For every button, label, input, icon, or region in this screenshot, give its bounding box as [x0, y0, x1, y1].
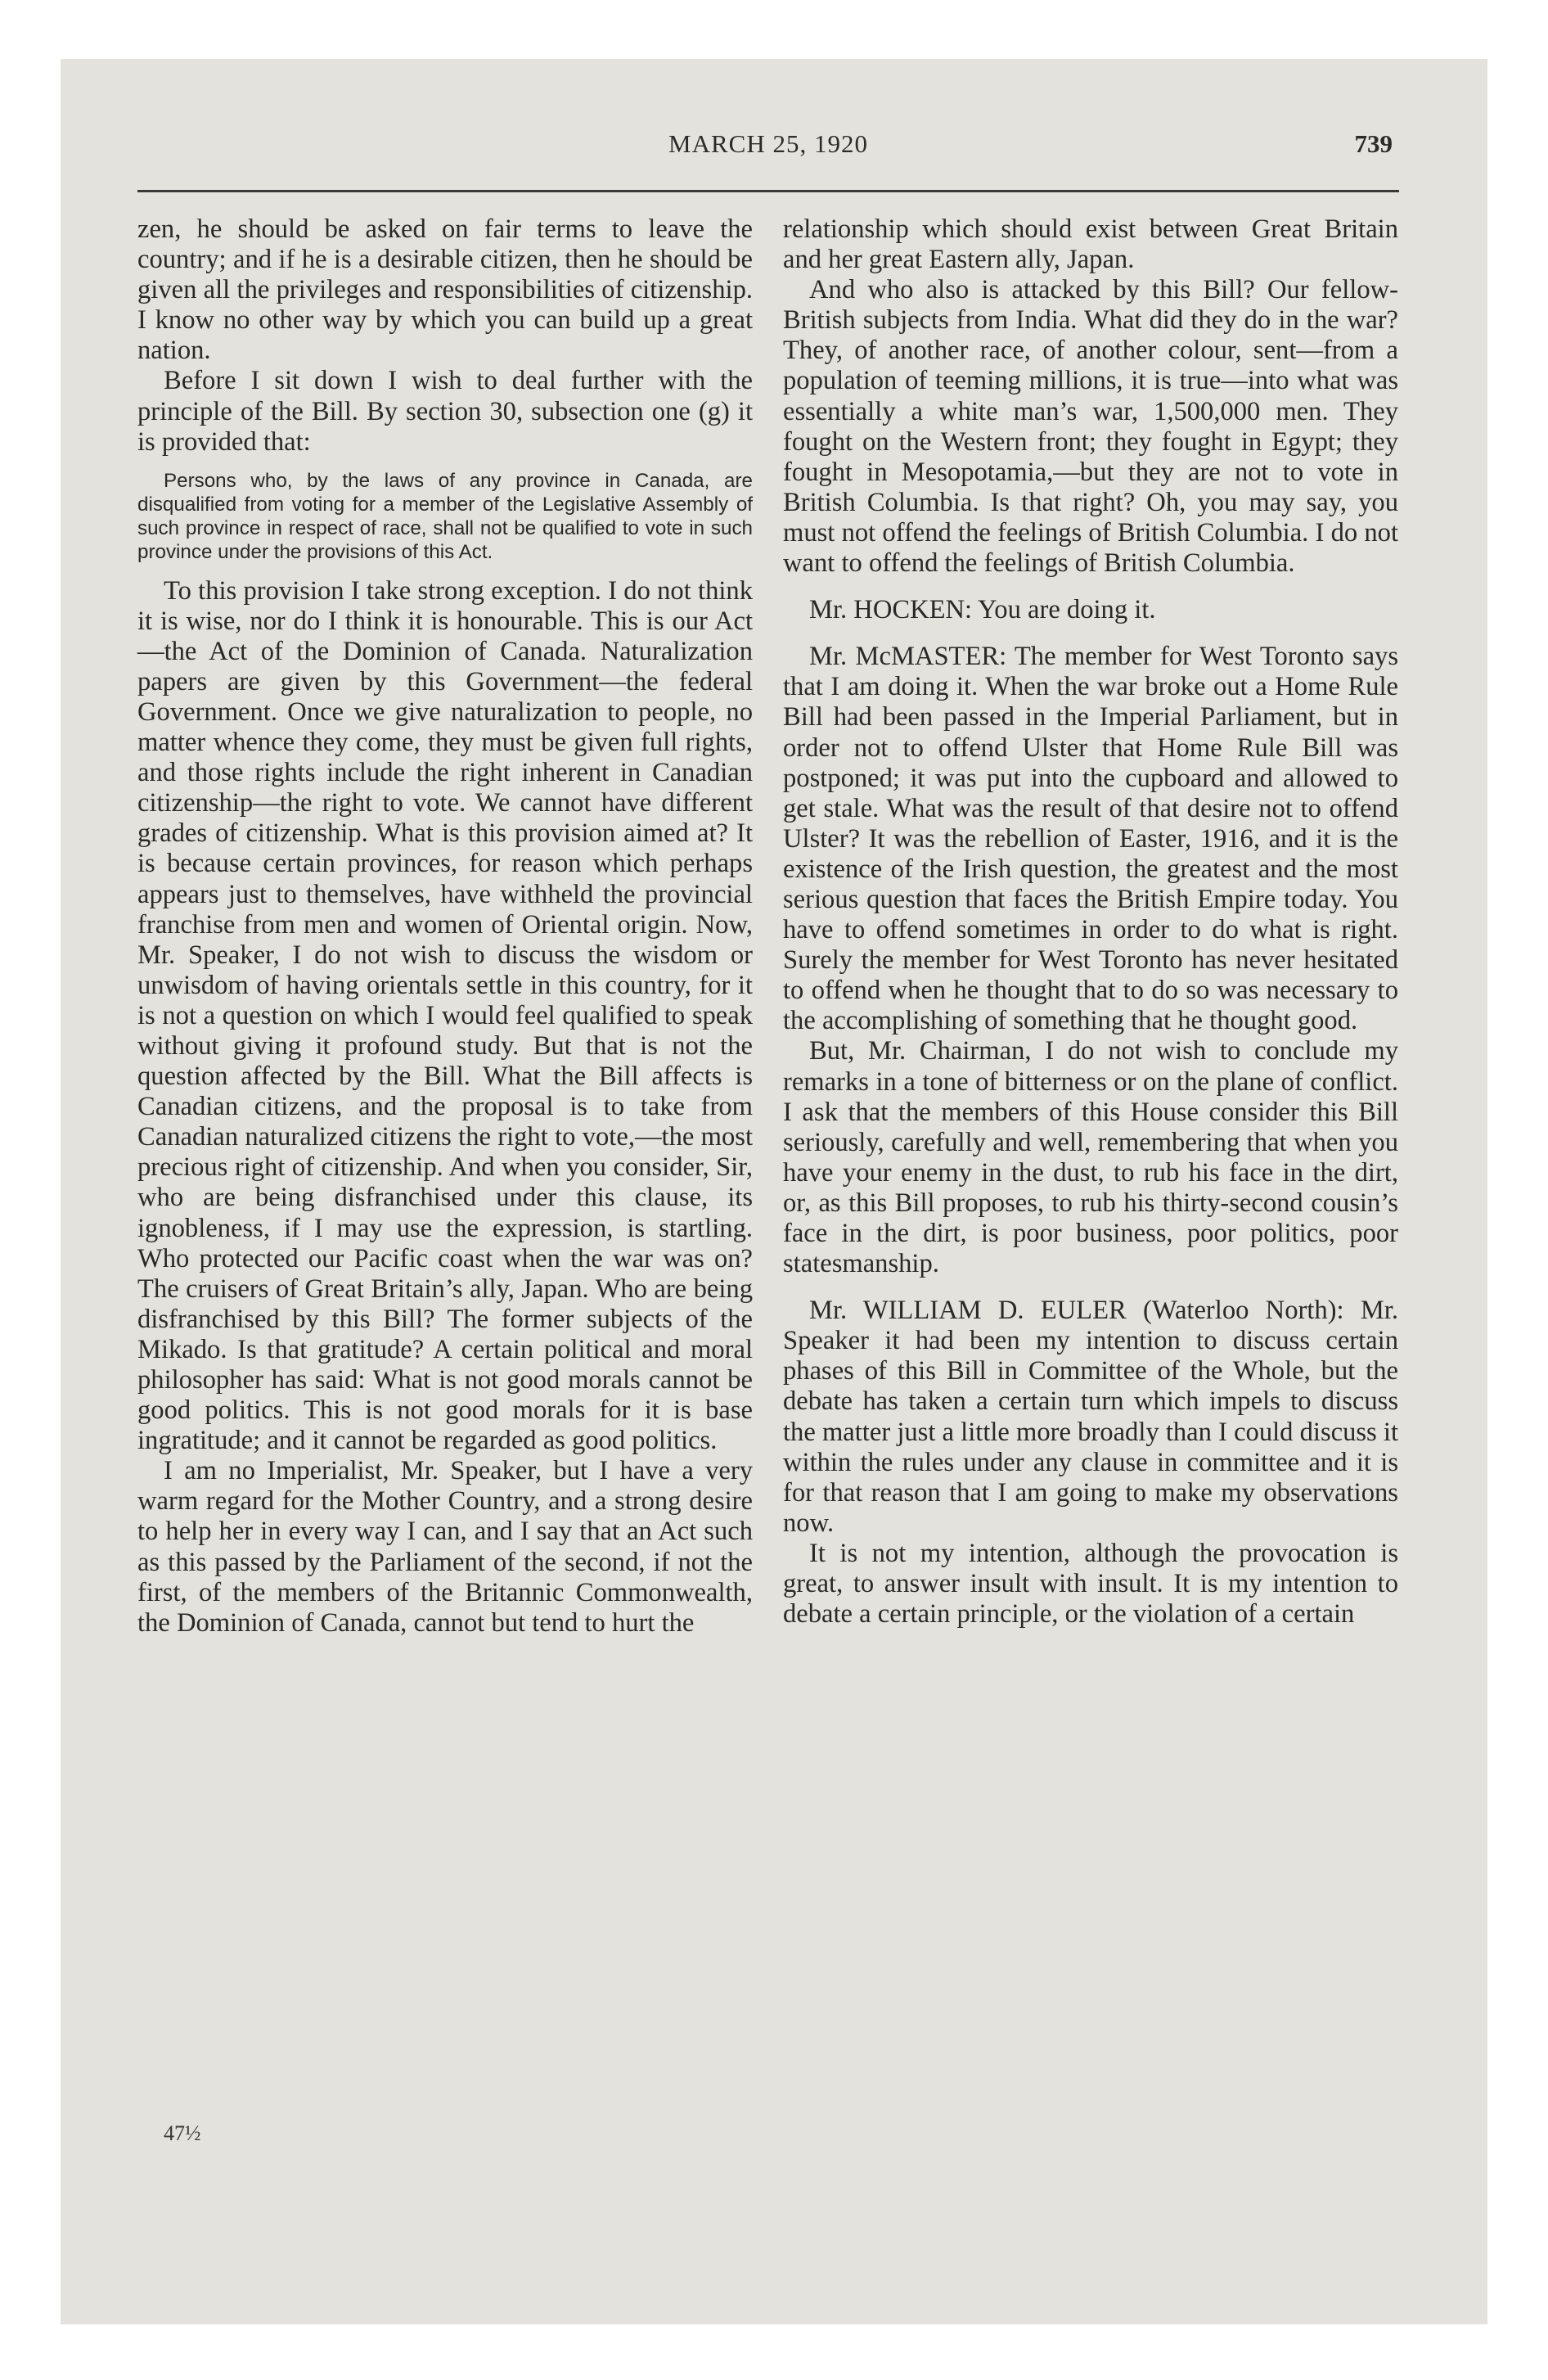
- left-column: [137, 214, 753, 1639]
- page-number: 739: [1354, 129, 1393, 158]
- left-paragraph-2: Before I sit down I wish to deal further with the principle of the Bill. By section 30, subsection one (g) it is provided that:: [137, 366, 753, 457]
- right-column: [783, 214, 1398, 1629]
- signature-mark: 47½: [164, 2121, 201, 2145]
- quoted-provision-text: Persons who, by the laws of any province in Canada, are disqualified from voting for a member of the Legislative Assembly of such province in respect of race, shall not be qualified to vote in such province under the provisions of this Act.: [137, 469, 753, 564]
- speaker-mcmaster: Mr. McMASTER: The member for West Toronto says that I am doing it. When the war broke out a Home Rule Bill had been passed in the Imperial Parliament, but in order not to offend Ulster that Home Rule Bill was postponed; it was put into the cupboard and allowed to get stale. What was the result of that desire not to offend Ulster? It was the rebellion of Easter, 1916, and it is the existence of the Irish question, the greatest and the most serious question that faces the British Empire today. You have to offend sometimes in order to do what is right. Surely the member for West Toronto has never hesitated to offend when he thought that to do so was necessary to the accomplishing of something that he thought good.: [783, 642, 1398, 1036]
- quoted-provision: [137, 469, 753, 565]
- right-paragraph-5: But, Mr. Chairman, I do not wish to conclude my remarks in a tone of bitterness or on the plane of conflict. I ask that the members of this House consider this Bill seriously, carefully and well, remembering that when you have your enemy in the dust, to rub his face in the dirt, or, as this Bill proposes, to rub his thirty-second cousin’s face in the dirt, is poor business, poor politics, poor statesmanship.: [783, 1036, 1398, 1279]
- left-paragraph-1: zen, he should be asked on fair terms to leave the country; and if he is a desirable citizen, then he should be given all the privileges and responsibilities of citizenship. I know no other way by which you can build up a great nation.: [137, 214, 753, 366]
- right-paragraph-2: And who also is attacked by this Bill? Our fellow-British subjects from India. What did they do in the war? They, of another race, of another colour, sent—from a population of teeming millions, it is true—into what was essentially a white man’s war, 1,500,000 men. They fought on the Western front; they fought in Egypt; they fought in Mesopotamia,—but they are not to vote in British Columbia. Is that right? Oh, you may say, you must not offend the feelings of British Columbia. I do not want to offend the feelings of British Columbia.: [783, 275, 1398, 579]
- right-paragraph-1: relationship which should exist between Great Britain and her great Eastern ally, Japan.: [783, 214, 1398, 275]
- speaker-euler: Mr. WILLIAM D. EULER (Waterloo North): Mr. Speaker it had been my intention to discuss certain phases of this Bill in Committee of the Whole, but the debate has taken a certain turn which impels to discuss the matter just a little more broadly than I could discuss it within the rules under any clause in committee and it is for that reason that I am going to make my observations now.: [783, 1296, 1398, 1538]
- running-header: [137, 129, 1399, 170]
- header-date: MARCH 25, 1920: [668, 129, 868, 158]
- right-paragraph-7: It is not my intention, although the provocation is great, to answer insult with insult. It is my intention to debate a certain principle, or the violation of a certain: [783, 1538, 1398, 1629]
- header-rule: [137, 190, 1399, 192]
- speaker-hocken: Mr. HOCKEN: You are doing it.: [809, 595, 1156, 625]
- left-paragraph-3: To this provision I take strong exception. I do not think it is wise, nor do I think it is honourable. This is our Act—the Act of the Dominion of Canada. Naturalization papers are given by this Government—the federal Government. Once we give naturalization to people, no matter whence they come, they must be given full rights, and those rights include the right inherent in Canadian citizenship—the right to vote. We cannot have different grades of citizenship. What is this provision aimed at? It is because certain provinces, for reason which perhaps appears just to themselves, have withheld the provincial franchise from men and women of Oriental origin. Now, Mr. Speaker, I do not wish to discuss the wisdom or unwisdom of having orientals settle in this country, for it is not a question on which I would feel qualified to speak without giving it profound study. But that is not the question affected by the Bill. What the Bill affects is Canadian citizens, and the proposal is to take from Canadian naturalized citizens the right to vote,—the most precious right of citizenship. And when you consider, Sir, who are being disfranchised under this clause, its ignobleness, if I may use the expression, is startling. Who protected our Pacific coast when the war was on? The cruisers of Great Britain’s ally, Japan. Who are being disfranchised by this Bill? The former subjects of the Mikado. Is that gratitude? A certain political and moral philosopher has said: What is not good morals cannot be good politics. This is not good morals for it is base ingratitude; and it cannot be regarded as good politics.: [137, 575, 753, 1456]
- left-paragraph-4: I am no Imperialist, Mr. Speaker, but I have a very warm regard for the Mother Country, and a strong desire to help her in every way I can, and I say that an Act such as this passed by the Parliament of the second, if not the first, of the members of the Britannic Commonwealth, the Dominion of Canada, cannot but tend to hurt the: [137, 1456, 753, 1638]
